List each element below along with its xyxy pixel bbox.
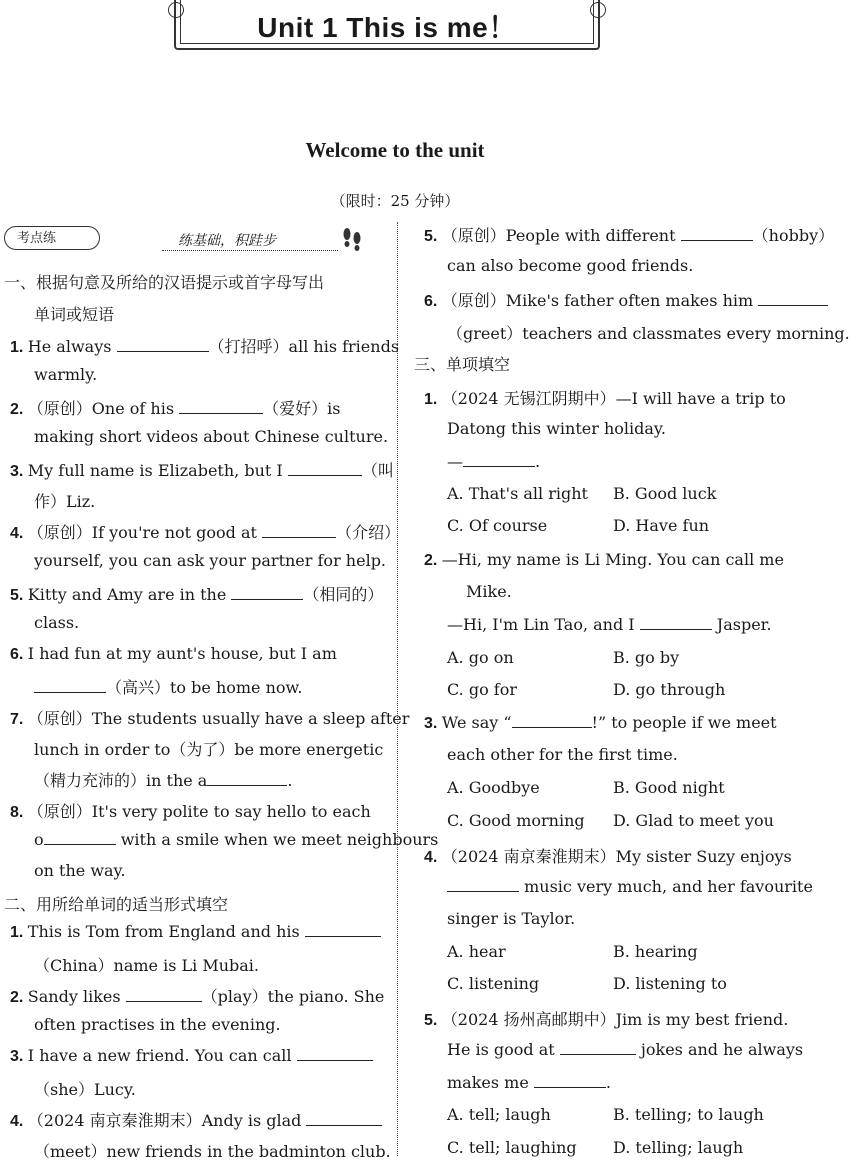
line-text: singer is Taylor. [447, 909, 576, 928]
line-text: Datong this winter holiday. [447, 419, 666, 438]
line-text: A. go on [447, 648, 514, 667]
line-text: （2024 南京秦淮期末）My sister Suzy enjoys [441, 847, 792, 866]
text-line [34, 613, 79, 632]
question-number: 1. [424, 391, 442, 408]
text-line [34, 768, 292, 791]
line-text: Mike. [466, 582, 512, 601]
text-line [466, 582, 512, 601]
section-title: 单词或短语 [34, 305, 115, 324]
text-line [613, 778, 725, 797]
text-line [10, 458, 394, 481]
time-limit: （限时：25 分钟） [330, 192, 460, 210]
section-title: 三、单项填空 [414, 355, 511, 374]
text-line [10, 922, 381, 942]
text-line [10, 706, 409, 729]
text-line [447, 877, 813, 896]
footprints-icon [340, 224, 364, 252]
line-text: D. Have fun [613, 516, 710, 535]
text-line [424, 713, 777, 733]
answer-blank[interactable] [447, 877, 519, 892]
line-text: D. go through [613, 680, 726, 699]
line-text: （高兴）to be home now. [106, 678, 303, 697]
text-line [10, 644, 337, 664]
text-line [447, 452, 540, 471]
line-text: . [287, 771, 293, 790]
text-line [34, 953, 259, 976]
line-text: B. go by [613, 648, 680, 667]
text-line [447, 615, 772, 634]
line-text: My full name is Elizabeth, but I [27, 461, 288, 480]
line-text: jokes and he always [635, 1040, 804, 1059]
line-text: I have a new friend. You can call [27, 1046, 297, 1065]
answer-blank[interactable] [44, 830, 116, 845]
question-number: 5. [424, 1012, 442, 1029]
text-line [10, 799, 371, 822]
line-text: （2024 无锡江阴期中）—I will have a trip to [441, 389, 786, 408]
answer-blank[interactable] [288, 461, 362, 476]
text-line [424, 550, 784, 570]
line-text: C. Of course [447, 516, 548, 535]
section-heading: Welcome to the unit [305, 138, 485, 162]
practice-tag [4, 226, 100, 250]
line-text: on the way. [34, 861, 126, 880]
line-text: B. Good luck [613, 484, 717, 503]
text-line [34, 1015, 281, 1034]
text-line [613, 680, 725, 699]
text-line [424, 1007, 788, 1030]
text-line [447, 484, 588, 503]
text-line [613, 1105, 764, 1124]
text-line [34, 830, 438, 849]
answer-blank[interactable] [463, 452, 535, 467]
text-line [613, 942, 698, 961]
line-text: each other for the first time. [447, 745, 678, 764]
text-line [10, 396, 340, 419]
text-line [447, 778, 540, 797]
answer-blank[interactable] [512, 713, 592, 728]
text-line [424, 288, 828, 311]
line-text: （原创）People with different [441, 226, 681, 245]
text-line [424, 386, 786, 409]
answer-blank[interactable] [207, 771, 287, 786]
line-text: warmly. [34, 365, 98, 384]
practice-tag-label: 考点练 [17, 231, 57, 246]
line-text: （原创）One of his [27, 399, 180, 418]
text-line [34, 551, 386, 570]
text-line [34, 489, 95, 512]
answer-blank[interactable] [231, 585, 303, 600]
text-line [447, 974, 539, 993]
practice-slogan: 练基础，积跬步 [178, 233, 276, 249]
answer-blank[interactable] [179, 399, 263, 414]
text-line [447, 745, 678, 764]
line-text: A. tell; laugh [447, 1105, 551, 1124]
question-number: 4. [10, 1113, 28, 1130]
question-number: 1. [10, 339, 28, 356]
line-text: C. go for [447, 680, 518, 699]
section-title: 一、根据句意及所给的汉语提示或首字母写出 [4, 273, 325, 292]
text-line [447, 419, 666, 438]
question-number: 5. [10, 587, 28, 604]
line-text: （原创）The students usually have a sleep after [27, 709, 410, 728]
text-line [10, 1108, 382, 1131]
line-text: . [535, 452, 541, 471]
line-text: music very much, and her favourite [519, 877, 813, 896]
answer-blank[interactable] [306, 1111, 382, 1126]
text-line [10, 582, 383, 605]
line-text: o [34, 830, 44, 849]
question-number: 3. [10, 1048, 28, 1065]
question-number: 6. [10, 646, 28, 663]
text-line [447, 811, 585, 830]
text-line [613, 516, 709, 535]
line-text: D. Glad to meet you [613, 811, 774, 830]
answer-blank[interactable] [297, 1046, 373, 1061]
line-text: I had fun at my aunt's house, but I am [27, 644, 337, 663]
line-text: B. telling; to laugh [613, 1105, 764, 1124]
answer-blank[interactable] [117, 337, 209, 352]
question-number: 4. [424, 849, 442, 866]
line-text: !” to people if we meet [591, 713, 777, 732]
answer-blank[interactable] [126, 987, 202, 1002]
text-line [447, 1138, 577, 1157]
question-number: 6. [424, 293, 442, 310]
line-text: （2024 南京秦淮期末）Andy is glad [27, 1111, 307, 1130]
line-text: makes me [447, 1073, 534, 1092]
text-line [447, 909, 575, 928]
line-text: Sandy likes [27, 987, 126, 1006]
line-text: class. [34, 613, 80, 632]
line-text: 作）Liz. [34, 492, 96, 511]
question-number: 5. [424, 228, 442, 245]
text-line [10, 1046, 373, 1066]
line-text: —Hi, I'm Lin Tao, and I [447, 615, 640, 634]
answer-blank[interactable] [305, 922, 381, 937]
text-line [424, 844, 792, 867]
answer-blank[interactable] [262, 523, 336, 538]
line-text: （she）Lucy. [34, 1080, 136, 1099]
unit-title-banner [174, 0, 600, 50]
text-line [34, 1077, 136, 1100]
text-line [34, 427, 388, 446]
text-line [10, 334, 399, 357]
section-title: 二、用所给单词的适当形式填空 [4, 895, 229, 914]
answer-blank[interactable] [534, 1073, 606, 1088]
line-text: B. hearing [613, 942, 698, 961]
line-text: （play）the piano. She [201, 987, 385, 1006]
line-text: C. Good morning [447, 811, 585, 830]
column-divider [397, 222, 398, 1156]
text-line [34, 675, 302, 698]
text-line [613, 811, 774, 830]
line-text: —Hi, my name is Li Ming. You can call me [441, 550, 784, 569]
line-text: （介绍） [336, 523, 401, 542]
line-text: He always [27, 337, 117, 356]
question-number: 3. [10, 463, 28, 480]
text-line [613, 648, 679, 667]
text-line [34, 365, 97, 384]
line-text: （meet）new friends in the badminton club. [34, 1142, 391, 1161]
text-line [447, 1040, 803, 1059]
text-line [613, 974, 727, 993]
line-text: — [447, 452, 463, 471]
answer-blank[interactable] [681, 226, 753, 241]
answer-blank[interactable] [640, 615, 712, 630]
text-line [447, 321, 850, 344]
answer-blank[interactable] [34, 678, 106, 693]
text-line [10, 520, 400, 543]
text-line [10, 984, 384, 1007]
question-number: 7. [10, 711, 28, 728]
line-text: （hobby） [752, 226, 835, 245]
text-line [34, 1139, 391, 1162]
line-text: （打招呼）all his friends [208, 337, 400, 356]
line-text: lunch in order to（为了）be more energetic [34, 740, 384, 759]
line-text: Jasper. [711, 615, 772, 634]
text-line [424, 223, 834, 246]
line-text: D. listening to [613, 974, 727, 993]
line-text: yourself, you can ask your partner for help. [34, 551, 387, 570]
line-text: with a smile when we meet neighbours [115, 830, 439, 849]
text-line [447, 256, 693, 275]
line-text: making short videos about Chinese culture. [34, 427, 389, 446]
question-number: 2. [424, 552, 442, 569]
question-number: 2. [10, 401, 28, 418]
question-number: 2. [10, 989, 28, 1006]
line-text: （China）name is Li Mubai. [34, 956, 259, 975]
text-line [613, 484, 716, 503]
question-number: 3. [424, 715, 442, 732]
line-text: C. listening [447, 974, 540, 993]
text-line [447, 648, 514, 667]
line-text: can also become good friends. [447, 256, 694, 275]
line-text: （原创）If you're not good at [27, 523, 263, 542]
line-text: （精力充沛的）in the a [34, 771, 208, 790]
question-number: 4. [10, 525, 28, 542]
line-text: Kitty and Amy are in the [27, 585, 232, 604]
text-line [447, 516, 547, 535]
line-text: We say “ [441, 713, 512, 732]
text-line [34, 737, 383, 760]
line-text: A. hear [447, 942, 506, 961]
line-text: （原创）It's very polite to say hello to each [27, 802, 371, 821]
text-line [447, 1073, 611, 1092]
unit-title: Unit 1 This is me！ [257, 12, 517, 43]
line-text: （叫 [361, 461, 394, 480]
line-text: （爱好）is [263, 399, 341, 418]
question-number: 1. [10, 924, 28, 941]
line-text: This is Tom from England and his [27, 922, 305, 941]
line-text: （greet）teachers and classmates every morning. [447, 324, 850, 343]
text-line [447, 1105, 551, 1124]
line-text: . [605, 1073, 611, 1092]
line-text: （原创）Mike's father often makes him [441, 291, 759, 310]
line-text: D. telling; laugh [613, 1138, 744, 1157]
question-number: 8. [10, 804, 28, 821]
line-text: He is good at [447, 1040, 560, 1059]
slogan-underline [162, 250, 338, 251]
text-line [34, 861, 126, 880]
text-line [447, 942, 506, 961]
answer-blank[interactable] [758, 291, 828, 306]
text-line [447, 680, 517, 699]
line-text: （相同的） [303, 585, 384, 604]
line-text: often practises in the evening. [34, 1015, 281, 1034]
line-text: A. That's all right [447, 484, 588, 503]
line-text: （2024 扬州高邮期中）Jim is my best friend. [441, 1010, 789, 1029]
answer-blank[interactable] [560, 1040, 636, 1055]
line-text: A. Goodbye [447, 778, 540, 797]
line-text: C. tell; laughing [447, 1138, 577, 1157]
line-text: B. Good night [613, 778, 725, 797]
text-line [613, 1138, 743, 1157]
